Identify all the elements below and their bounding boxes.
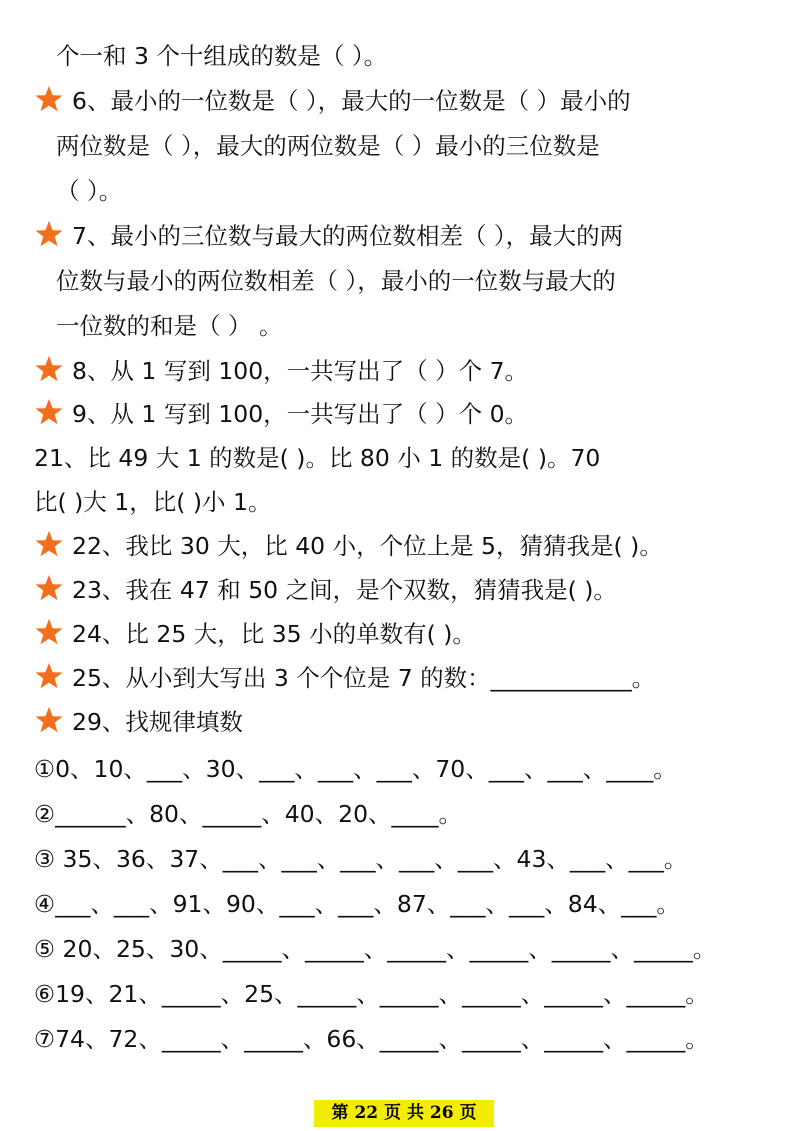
line-text: 9、从 1 写到 100，一共写出了（ ）个 0。: [72, 400, 529, 428]
star-icon: [34, 661, 64, 691]
line-text: （ ）。: [56, 177, 123, 205]
line-text: 21、比 49 大 1 的数是( )。比 80 小 1 的数是( )。70: [34, 444, 601, 472]
star-icon: [34, 219, 64, 249]
line-text: 两位数是（ ），最大的两位数是（ ）最小的三位数是: [56, 132, 600, 160]
star-icon: [34, 529, 64, 559]
line-text: 6、最小的一位数是（ ），最大的一位数是（ ）最小的: [72, 87, 631, 115]
line-text: 29、找规律填数: [72, 708, 243, 736]
line-text: 比( )大 1，比( )小 1。: [34, 488, 272, 516]
line-text: 一位数的和是（ ） 。: [56, 312, 283, 340]
star-icon: [34, 397, 64, 427]
line-text: 7、最小的三位数与最大的两位数相差（ ），最大的两: [72, 222, 624, 250]
line-text: ⑦74、72、_____、_____、66、_____、_____、_____、_____。: [34, 1025, 709, 1053]
line-text: ②______、80、_____、40、20、____。: [34, 800, 463, 828]
line-text: 23、我在 47 和 50 之间，是个双数，猜猜我是( )。: [72, 576, 617, 604]
star-icon: [34, 573, 64, 603]
star-icon: [34, 617, 64, 647]
star-icon: [34, 84, 64, 114]
page-number-footer: 第 22 页 共 26 页: [314, 1100, 494, 1127]
line-text: 8、从 1 写到 100，一共写出了（ ）个 7。: [72, 357, 529, 385]
line-text: ⑥19、21、_____、25、_____、_____、_____、_____、_____。: [34, 980, 709, 1008]
line-text: 22、我比 30 大，比 40 小，个位上是 5，猜猜我是( )。: [72, 532, 663, 560]
line-text: ①0、10、___、30、___、___、___、70、___、___、____。: [34, 755, 677, 783]
line-text: ⑤ 20、25、30、_____、_____、_____、_____、_____、_____。: [34, 935, 717, 963]
star-icon: [34, 354, 64, 384]
line-text: ④___、___、91、90、___、___、87、___、___、84、___。: [34, 890, 680, 918]
line-text: ③ 35、36、37、___、___、___、___、___、43、___、___。: [34, 845, 688, 873]
line-text: 24、比 25 大，比 35 小的单数有( )。: [72, 620, 476, 648]
line-text: 位数与最小的两位数相差（ ），最小的一位数与最大的: [56, 267, 616, 295]
line-text: 25、从小到大写出 3 个个位是 7 的数：____________。: [72, 664, 656, 692]
line-text: 个一和 3 个十组成的数是（ ）。: [56, 42, 388, 70]
star-icon: [34, 705, 64, 735]
